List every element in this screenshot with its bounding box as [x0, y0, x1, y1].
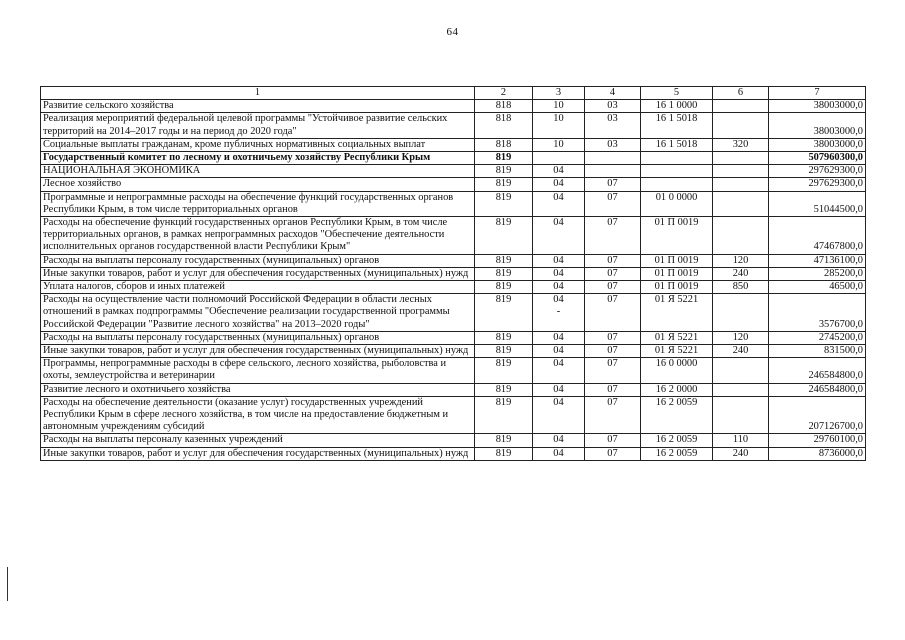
row-name: Государственный комитет по лесному и охотничьему хозяйству Республики Крым	[41, 152, 475, 165]
row-name: Расходы на выплаты персоналу государственных (муниципальных) органов	[41, 254, 475, 267]
code-value: 01 Я 5221	[654, 331, 699, 343]
row-amount: 507960300,0	[769, 152, 866, 165]
code-value: 16 1 5018	[655, 138, 698, 150]
row-amount: 2745200,0	[769, 331, 866, 344]
row-name: Программные и непрограммные расходы на обеспечение функций государственных органов Республики Крым, в том числе территориальных органов	[41, 191, 475, 216]
code-value: 818	[495, 100, 512, 112]
row-code-c5	[641, 447, 713, 460]
row-name: Иные закупки товаров, работ и услуг для обеспечения государственных (муниципальных) нужд	[41, 345, 475, 358]
code-value: 07	[607, 383, 618, 395]
row-code-c2	[475, 267, 533, 280]
table-row	[41, 165, 866, 178]
code-value: 01 П 0019	[654, 217, 699, 229]
table-row	[41, 447, 866, 460]
code-value: 10	[553, 113, 564, 125]
row-code-c5	[641, 345, 713, 358]
row-code-c5	[641, 217, 713, 255]
row-code-c4	[585, 138, 641, 151]
row-name: Иные закупки товаров, работ и услуг для обеспечения государственных (муниципальных) нужд	[41, 447, 475, 460]
row-name: Расходы на выплаты персоналу государственных (муниципальных) органов	[41, 331, 475, 344]
code-value: 819	[495, 358, 512, 370]
row-code-c4	[585, 100, 641, 113]
code-value: 04	[553, 267, 564, 279]
code-value: 819	[495, 178, 512, 190]
table-row	[41, 267, 866, 280]
row-code-c6	[713, 165, 769, 178]
row-code-c4	[585, 152, 641, 165]
row-code-c3	[533, 191, 585, 216]
header-row	[41, 87, 866, 100]
row-code-c3	[533, 165, 585, 178]
row-code-c6	[713, 191, 769, 216]
code-value: 819	[495, 152, 512, 164]
code-value: 07	[607, 178, 618, 190]
code-value: 819	[495, 434, 512, 446]
row-name: Программы, непрограммные расходы в сфере сельского, лесного хозяйства, рыболовства и охоты, землеустройства и ветеринарии	[41, 358, 475, 383]
row-code-c5	[641, 358, 713, 383]
code-value: 16 2 0059	[655, 434, 698, 446]
code-value: 07	[607, 396, 618, 408]
code-value: 01 Я 5221	[654, 294, 699, 306]
row-name: Расходы на обеспечение функций государственных органов Республики Крым, в том числе территориальных органов, в рамках непрограммных расходов "Обеспечение деятельности исполнительных органов государственной власти Республики Крым"	[41, 217, 475, 255]
code-value: 01 Я 5221	[654, 345, 699, 357]
row-code-c3	[533, 294, 585, 332]
row-amount: 207126700,0	[769, 396, 866, 434]
row-code-c2	[475, 358, 533, 383]
row-code-c6	[713, 267, 769, 280]
row-code-c3	[533, 254, 585, 267]
table-row	[41, 434, 866, 447]
row-code-c4	[585, 281, 641, 294]
code-value: 07	[607, 358, 618, 370]
row-code-c6	[713, 281, 769, 294]
stray-mark: -	[556, 306, 561, 318]
code-value: 01 П 0019	[654, 281, 699, 293]
table-row	[41, 383, 866, 396]
table-row	[41, 281, 866, 294]
code-value: 04	[553, 358, 564, 370]
code-value: 240	[732, 447, 749, 459]
row-code-c6	[713, 331, 769, 344]
row-code-c3	[533, 358, 585, 383]
code-value: 04	[553, 178, 564, 190]
row-code-c2	[475, 294, 533, 332]
code-value: 819	[495, 345, 512, 357]
code-value: 04	[553, 165, 564, 177]
row-code-c3	[533, 345, 585, 358]
table-row	[41, 396, 866, 434]
row-code-c4	[585, 434, 641, 447]
column-header: 4	[585, 87, 641, 100]
code-value: 120	[732, 331, 749, 343]
row-code-c3	[533, 331, 585, 344]
row-code-c2	[475, 447, 533, 460]
row-code-c6	[713, 254, 769, 267]
row-code-c2	[475, 434, 533, 447]
row-code-c5	[641, 396, 713, 434]
code-value: 240	[732, 267, 749, 279]
row-name: Расходы на осуществление части полномочий Российской Федерации в области лесных отношений в рамках подпрограммы "Обеспечение реализации государственной программы Российской Федерации "Развитие лесного хозяйства" на 2013–2020 годы"	[41, 294, 475, 332]
code-value: 16 2 0059	[655, 396, 698, 408]
code-value: 03	[607, 113, 618, 125]
row-amount: 297629300,0	[769, 178, 866, 191]
code-value: 819	[495, 191, 512, 203]
code-value: 04	[553, 254, 564, 266]
code-value: 110	[732, 434, 749, 446]
row-code-c5	[641, 138, 713, 151]
row-code-c6	[713, 434, 769, 447]
row-name: Расходы на обеспечение деятельности (оказание услуг) государственных учреждений Республики Крым в сфере лесного хозяйства, в том числе на предоставление бюджетным и автономным учреждениям субсидий	[41, 396, 475, 434]
row-code-c4	[585, 267, 641, 280]
row-code-c2	[475, 165, 533, 178]
table-row	[41, 217, 866, 255]
row-amount: 38003000,0	[769, 138, 866, 151]
code-value: 10	[553, 138, 564, 150]
row-name: Уплата налогов, сборов и иных платежей	[41, 281, 475, 294]
table-row	[41, 100, 866, 113]
row-code-c6	[713, 113, 769, 138]
row-code-c4	[585, 294, 641, 332]
row-code-c3	[533, 383, 585, 396]
row-name: Расходы на выплаты персоналу казенных учреждений	[41, 434, 475, 447]
row-code-c2	[475, 217, 533, 255]
code-value: 819	[495, 281, 512, 293]
row-code-c6	[713, 396, 769, 434]
code-value: 04	[553, 191, 564, 203]
code-value: 819	[495, 383, 512, 395]
code-value: 04	[553, 434, 564, 446]
row-code-c5	[641, 113, 713, 138]
table-row	[41, 178, 866, 191]
code-value: 03	[607, 100, 618, 112]
code-value: 10	[553, 100, 564, 112]
code-value: 07	[607, 217, 618, 229]
row-amount: 38003000,0	[769, 100, 866, 113]
row-code-c5	[641, 331, 713, 344]
table-row	[41, 294, 866, 332]
row-code-c4	[585, 331, 641, 344]
code-value: 120	[732, 254, 749, 266]
code-value: 16 1 5018	[655, 113, 698, 125]
row-code-c4	[585, 396, 641, 434]
row-code-c4	[585, 358, 641, 383]
row-name: НАЦИОНАЛЬНАЯ ЭКОНОМИКА	[41, 165, 475, 178]
row-code-c4	[585, 217, 641, 255]
code-value: 240	[732, 345, 749, 357]
row-code-c2	[475, 331, 533, 344]
row-code-c4	[585, 254, 641, 267]
row-name: Иные закупки товаров, работ и услуг для обеспечения государственных (муниципальных) нужд	[41, 267, 475, 280]
code-value: 818	[495, 138, 512, 150]
table-row	[41, 152, 866, 165]
code-value: 819	[495, 267, 512, 279]
row-amount: 285200,0	[769, 267, 866, 280]
row-amount: 46500,0	[769, 281, 866, 294]
row-name: Лесное хозяйство	[41, 178, 475, 191]
row-amount: 47467800,0	[769, 217, 866, 255]
table-row	[41, 138, 866, 151]
code-value: 04	[553, 294, 564, 306]
code-value: 07	[607, 254, 618, 266]
row-code-c5	[641, 165, 713, 178]
row-amount: 246584800,0	[769, 358, 866, 383]
row-code-c3	[533, 152, 585, 165]
code-value: 07	[607, 434, 618, 446]
table-row	[41, 358, 866, 383]
row-code-c6	[713, 358, 769, 383]
code-value: 819	[495, 254, 512, 266]
row-code-c3	[533, 138, 585, 151]
row-code-c6	[713, 294, 769, 332]
row-name: Развитие сельского хозяйства	[41, 100, 475, 113]
column-header: 7	[769, 87, 866, 100]
code-value: 04	[553, 281, 564, 293]
table-row	[41, 345, 866, 358]
row-code-c5	[641, 434, 713, 447]
row-code-c2	[475, 191, 533, 216]
code-value: 07	[607, 281, 618, 293]
row-code-c3	[533, 281, 585, 294]
row-code-c6	[713, 152, 769, 165]
code-value: 819	[495, 331, 512, 343]
row-code-c2	[475, 345, 533, 358]
row-amount: 51044500,0	[769, 191, 866, 216]
row-code-c3	[533, 434, 585, 447]
row-code-c5	[641, 267, 713, 280]
table-row	[41, 331, 866, 344]
row-amount: 47136100,0	[769, 254, 866, 267]
row-code-c5	[641, 191, 713, 216]
row-code-c5	[641, 294, 713, 332]
code-value: 04	[553, 331, 564, 343]
row-code-c3	[533, 396, 585, 434]
code-value: 01 П 0019	[654, 254, 699, 266]
margin-mark	[7, 567, 8, 601]
column-header: 6	[713, 87, 769, 100]
row-code-c3	[533, 178, 585, 191]
row-name: Реализация мероприятий федеральной целевой программы "Устойчивое развитие сельских территорий на 2014–2017 годы и на период до 2020 года"	[41, 113, 475, 138]
table-row	[41, 113, 866, 138]
row-amount: 29760100,0	[769, 434, 866, 447]
code-value: 04	[553, 396, 564, 408]
row-code-c2	[475, 113, 533, 138]
code-value: 850	[732, 281, 749, 293]
code-value: 01 0 0000	[655, 191, 698, 203]
row-code-c3	[533, 113, 585, 138]
code-value: 819	[495, 294, 512, 306]
row-name: Развитие лесного и охотничьего хозяйства	[41, 383, 475, 396]
row-code-c2	[475, 100, 533, 113]
column-header: 3	[533, 87, 585, 100]
row-code-c2	[475, 254, 533, 267]
row-code-c5	[641, 152, 713, 165]
row-code-c2	[475, 138, 533, 151]
code-value: 07	[607, 447, 618, 459]
code-value: 04	[553, 383, 564, 395]
table-row	[41, 191, 866, 216]
code-value: 16 2 0059	[655, 447, 698, 459]
row-code-c3	[533, 100, 585, 113]
row-code-c4	[585, 383, 641, 396]
row-code-c5	[641, 383, 713, 396]
page-number: 64	[446, 26, 459, 38]
row-amount: 8736000,0	[769, 447, 866, 460]
code-value: 03	[607, 138, 618, 150]
row-code-c5	[641, 254, 713, 267]
row-code-c6	[713, 447, 769, 460]
code-value: 07	[607, 345, 618, 357]
column-header: 1	[41, 87, 475, 100]
row-code-c4	[585, 165, 641, 178]
row-code-c3	[533, 447, 585, 460]
row-amount: 297629300,0	[769, 165, 866, 178]
row-code-c2	[475, 152, 533, 165]
code-value: 819	[495, 217, 512, 229]
code-value: 819	[495, 396, 512, 408]
row-amount: 246584800,0	[769, 383, 866, 396]
code-value: 01 П 0019	[654, 267, 699, 279]
row-code-c4	[585, 178, 641, 191]
table-row	[41, 254, 866, 267]
row-code-c6	[713, 100, 769, 113]
row-amount: 3576700,0	[769, 294, 866, 332]
code-value: 07	[607, 191, 618, 203]
budget-table	[40, 86, 866, 461]
row-code-c6	[713, 138, 769, 151]
row-code-c6	[713, 383, 769, 396]
row-code-c4	[585, 345, 641, 358]
row-code-c2	[475, 396, 533, 434]
code-value: 04	[553, 345, 564, 357]
code-value: 818	[495, 113, 512, 125]
code-value: 320	[732, 138, 749, 150]
column-header: 2	[475, 87, 533, 100]
code-value: 07	[607, 331, 618, 343]
code-value: 819	[495, 447, 512, 459]
code-value: 07	[607, 294, 618, 306]
row-code-c2	[475, 178, 533, 191]
code-value: 16 1 0000	[655, 100, 698, 112]
row-code-c2	[475, 281, 533, 294]
code-value: 16 0 0000	[655, 358, 698, 370]
row-code-c5	[641, 178, 713, 191]
row-code-c5	[641, 281, 713, 294]
row-code-c4	[585, 447, 641, 460]
row-code-c2	[475, 383, 533, 396]
code-value: 04	[553, 447, 564, 459]
row-code-c6	[713, 345, 769, 358]
code-value: 16 2 0000	[655, 383, 698, 395]
row-name: Социальные выплаты гражданам, кроме публичных нормативных социальных выплат	[41, 138, 475, 151]
row-code-c5	[641, 100, 713, 113]
row-code-c3	[533, 267, 585, 280]
row-code-c4	[585, 191, 641, 216]
row-amount: 831500,0	[769, 345, 866, 358]
row-code-c3	[533, 217, 585, 255]
row-amount: 38003000,0	[769, 113, 866, 138]
row-code-c4	[585, 113, 641, 138]
code-value: 04	[553, 217, 564, 229]
row-code-c6	[713, 178, 769, 191]
column-header: 5	[641, 87, 713, 100]
code-value: 819	[495, 165, 512, 177]
code-value: 07	[607, 267, 618, 279]
row-code-c6	[713, 217, 769, 255]
